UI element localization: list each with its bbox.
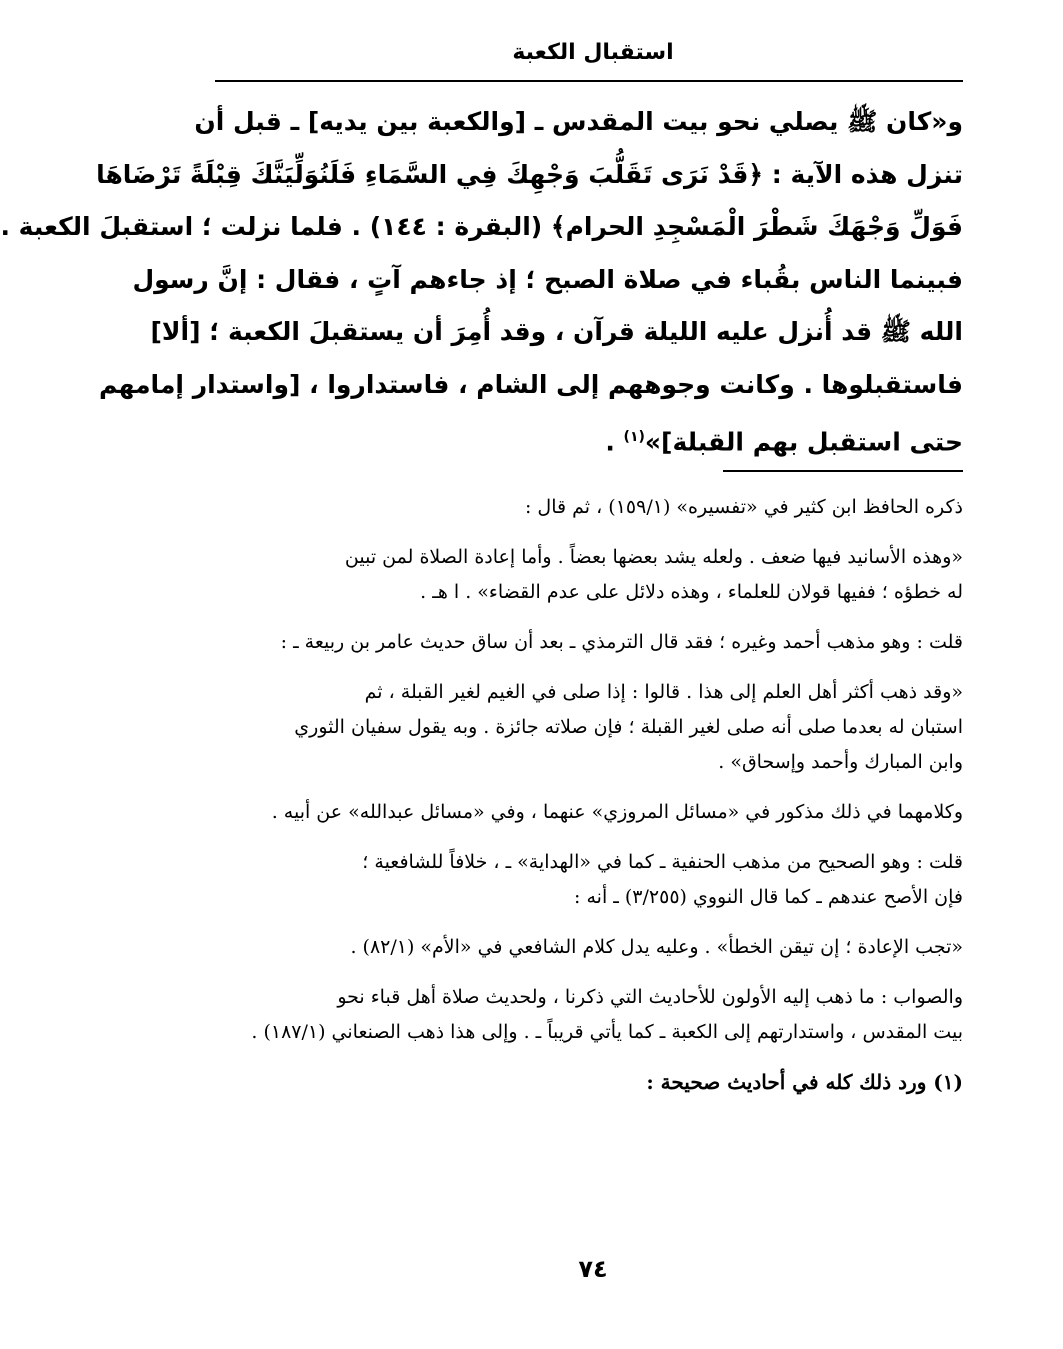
footnote-paragraph [223,930,963,965]
main-text-line: تنزل هذه الآية : ﴿قَدْ نَرَى تَقَلُّبَ وَجْهِكَ فِي السَّمَاءِ فَلَنُوَلِّيَنَّكَ قِبْلَةً تَرْضَاهَا [96,159,963,189]
footnote-paragraph [223,540,963,610]
footnote-paragraph [223,1065,963,1100]
footnote-paragraph [223,795,963,830]
footnote-paragraph [223,980,963,1050]
paragraph-gap [223,610,963,625]
main-text-last-line [223,411,963,464]
main-text-line: حتى استقبل بهم القبلة]» [644,427,963,457]
paragraph-gap [223,965,963,980]
main-text-line: و«كان ﷺ يصلي نحو بيت المقدس ـ [والكعبة بين يديه] ـ قبل أن [194,107,963,136]
main-text [0,96,963,464]
footnote-line: وابن المبارك وأحمد وإسحاق» . [718,751,963,773]
footnotes [223,490,963,1100]
main-text-line: فَوَلِّ وَجْهَكَ شَطْرَ الْمَسْجِدِ الحرام﴾ (البقرة : ١٤٤) . فلما نزلت ؛ استقبلَ الكعبة . [0,212,963,241]
footnote-line: «وهذه الأسانيد فيها ضعف . ولعله يشد بعضها بعضاً . وأما إعادة الصلاة لمن تبين [344,546,963,568]
main-text-line: الله ﷺ قد أُنزل عليه الليلة قرآن ، وقد أُمِرَ أن يستقبلَ الكعبة ؛ [ألا] [150,317,963,346]
footnote-line: والصواب : ما ذهب إليه الأولون للأحاديث التي ذكرنا ، ولحديث صلاة أهل قباء نحو [337,986,963,1008]
main-text-line: فبينما الناس بقُباء في صلاة الصبح ؛ إذ جاءهم آتٍ ، فقال : إنَّ رسول [132,264,963,294]
footnote-line: «وقد ذهب أكثر أهل العلم إلى هذا . قالوا : إذا صلى في الغيم لغير القبلة ، ثم [364,681,963,703]
running-header-title: استقبال الكعبة [512,40,674,65]
paragraph-gap [223,915,963,930]
footnote-line: بيت المقدس ، واستدارتهم إلى الكعبة ـ كما يأتي قريباً ـ . وإلى هذا ذهب الصنعاني (١٨٧/١) . [251,1021,963,1043]
end-mark: . [605,427,624,457]
footnote-line: ذكره الحافظ ابن كثير في «تفسيره» (١٥٩/١) ، ثم قال : [524,496,963,518]
footnote-line: قلت : وهو مذهب أحمد وغيره ؛ فقد قال الترمذي ـ بعد أن ساق حديث عامر بن ربيعة ـ : [280,631,963,653]
footnote-line: وكلامهما في ذلك مذكور في «مسائل المروزي» عنهما ، وفي «مسائل عبدالله» عن أبيه . [271,801,963,823]
footnote-separator [723,470,963,472]
footnote-reference[interactable]: (١) [623,429,645,445]
footnote-line: قلت : وهو الصحيح من مذهب الحنفية ـ كما في «الهداية» ـ ، خلافاً للشافعية ؛ [362,851,963,873]
paragraph-gap [223,525,963,540]
footnote-paragraph [223,845,963,915]
footnote-paragraph [223,675,963,780]
footnote-line: له خطؤه ؛ ففيها قولان للعلماء ، وهذه دلائل على عدم القضاء» . ا هـ . [420,581,963,603]
header-rule [215,80,963,82]
footnote-paragraph [223,625,963,660]
page-number: ٧٤ [578,1255,608,1283]
paragraph-gap [223,780,963,795]
paragraph-gap [223,660,963,675]
footnote-paragraph [223,490,963,525]
footnote-line: (١) ورد ذلك كله في أحاديث صحيحة : [646,1070,963,1094]
main-text-line: فاستقبلوها . وكانت وجوههم إلى الشام ، فاستداروا ، [واستدار إمامهم [98,369,963,399]
footnote-line: «تجب الإعادة ؛ إن تيقن الخطأ» . وعليه يدل كلام الشافعي في «الأم» (٨٢/١) . [350,936,963,958]
footnote-line: فإن الأصح عندهم ـ كما قال النووي (٣/٢٥٥) ـ أنه : [574,886,963,908]
footnote-line: استبان له بعدما صلى أنه صلى لغير القبلة ؛ فإن صلاته جائزة . وبه يقول سفيان الثوري [294,716,963,738]
paragraph-gap [223,1050,963,1065]
paragraph-gap [223,830,963,845]
